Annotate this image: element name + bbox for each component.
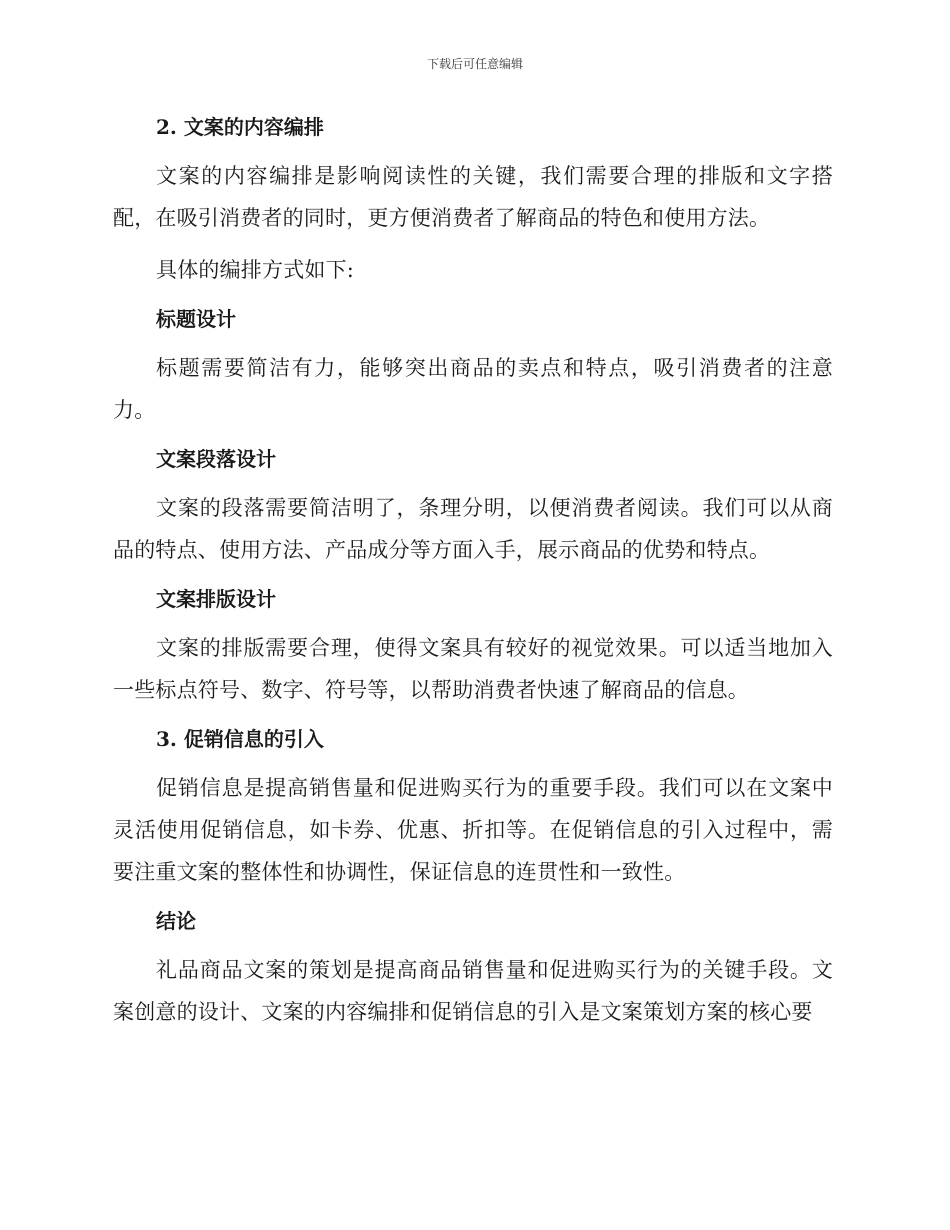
paragraph-paragraph-design: 文案的段落需要简洁明了，条理分明，以便消费者阅读。我们可以从商品的特点、使用方法、产品成分等方面入手，展示商品的优势和特点。 [113, 496, 833, 562]
section-heading-typesetting-design: 文案排版设计 [156, 587, 276, 611]
paragraph-content-layout: 文案的内容编排是影响阅读性的关键，我们需要合理的排版和文字搭配，在吸引消费者的同时，更方便消费者了解商品的特色和使用方法。 [113, 164, 833, 230]
paragraph-typesetting-design: 文案的排版需要合理，使得文案具有较好的视觉效果。可以适当地加入一些标点符号、数字、符号等，以帮助消费者快速了解商品的信息。 [113, 636, 833, 702]
section-heading-promotion: 3. 促销信息的引入 [156, 727, 324, 751]
paragraph-promotion: 促销信息是提高销售量和促进购买行为的重要手段。我们可以在文案中灵活使用促销信息，如卡券、优惠、折扣等。在促销信息的引入过程中，需要注重文案的整体性和协调性，保证信息的连贯性和一致性。 [113, 776, 833, 884]
section-heading-content-layout: 2. 文案的内容编排 [156, 115, 324, 139]
section-heading-title-design: 标题设计 [156, 307, 236, 331]
paragraph-layout-methods: 具体的编排方式如下: [156, 258, 355, 282]
section-heading-conclusion: 结论 [156, 909, 196, 933]
page-header: 下载后可任意编辑 [426, 57, 523, 71]
section-heading-paragraph-design: 文案段落设计 [156, 447, 276, 471]
paragraph-title-design: 标题需要简洁有力，能够突出商品的卖点和特点，吸引消费者的注意力。 [113, 356, 833, 422]
document-body [113, 109, 833, 1033]
paragraph-conclusion: 礼品商品文案的策划是提高商品销售量和促进购买行为的关键手段。文案创意的设计、文案的内容编排和促销信息的引入是文案策划方案的核心要 [113, 958, 833, 1024]
